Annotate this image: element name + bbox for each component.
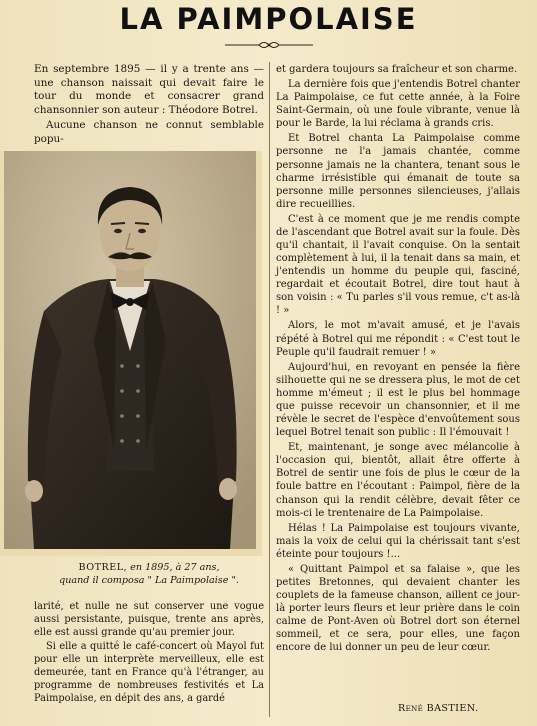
paragraph: Hélas ! La Paimpolaise est toujours vivante, mais la voix de celui qui la chérissait tant s'est éteinte pour toujours !... <box>276 522 520 560</box>
paragraph: Et Botrel chanta La Paimpolaise comme personne ne l'a jamais chantée, comme personne jamais ne la chantera, tenant sous le charme irrésistible qui émanait de toute sa personne mille personnes silencieuses, j'allais dire recueillies. <box>276 133 520 210</box>
paragraph: Si elle a quitté le café-concert où Mayol fut pour elle un interprète merveilleux, elle est demeurée, tant en France qu'à l'étranger, au programme de nombreuses festivités et La Paimpolaise, en dépit des ans, a gardé <box>34 641 264 704</box>
paragraph: La dernière fois que j'entendis Botrel chanter La Paimpolaise, ce fut cette année, à la Foire Saint-Germain, où une foule vibrante, venue là pour le Barde, la lui réclama à grands cris. <box>276 79 520 130</box>
paragraph: C'est à ce moment que je me rendis compte de l'ascendant que Botrel avait sur la foule. Dès qu'il chantait, il l'avait conquise. On la sentait complètement à lui, il la tenait dans sa main, et j'entendis un homme du peuple qui, fasciné, regardait et écoutait Botrel, dire tout haut à son voisin : « Tu parles s'il vous remue, c't as-là ! » <box>276 213 520 317</box>
paragraph: et gardera toujours sa fraîcheur et son charme. <box>276 64 518 75</box>
paragraph: larité, et nulle ne sut conserver une vogue aussi persistante, puisque, trente ans après, elle est aussi grande qu'au premier jour. <box>34 601 264 638</box>
title-ornament <box>223 40 315 50</box>
caption-line-1 <box>34 561 264 574</box>
left-column-bottom <box>34 601 264 706</box>
paragraph: Et, maintenant, je songe avec mélancolie à l'occasion qui, bientôt, allait être offerte à Botrel de sentir une fois de plus le cœur de la foule battre en l'écoutant : Paimpol, fière de la chanson qui la rendit célèbre, devait fêter ce mois-ci le trentenaire de La Paimpolaise. <box>276 442 520 519</box>
paragraph: Alors, le mot m'avait amusé, et je l'avais répété à Botrel qui me répondit : « C'est tout le Peuple qu'il faudrait remuer ! » <box>276 320 520 358</box>
photo-caption <box>34 561 264 587</box>
author-signature: René BASTIEN. <box>398 703 479 714</box>
paragraph: « Quittant Paimpol et sa falaise », que les petites Bretonnes, qui devaient chanter les couplets de la fameuse chanson, aillent ce jour-là porter leurs fleurs et leur prière dans le coin calme de Pont-Aven où Botrel dort son éternel sommeil, et ce sera, pour elles, une façon encore de lui donner un peu de leur cœur. <box>276 563 520 654</box>
paragraph: En septembre 1895 — il y a trente ans — une chanson naissait qui devait faire le tour du monde et consacrer grand chansonnier son auteur : Théodore Botrel. <box>34 63 264 116</box>
left-column-top <box>34 63 264 147</box>
paragraph: Aujourd'hui, en revoyant en pensée la fière silhouette qui ne se dressera plus, le mot de cet homme m'émeut ; il est le plus bel hommage que puisse recevoir un chansonnier, et il me révèle le secret de l'espèce d'envoûtement sous lequel Botrel tenait son public : Il l'émouvait ! <box>276 361 520 439</box>
botrel-portrait-photo <box>4 151 256 549</box>
paragraph: Aucune chanson ne connut semblable popu- <box>34 119 264 145</box>
right-column <box>276 63 520 654</box>
portrait-frame <box>0 151 262 556</box>
article-title: LA PAIMPOLAISE <box>119 2 418 36</box>
caption-date: en 1895, à 27 ans, <box>127 562 220 573</box>
column-divider <box>269 62 270 717</box>
caption-line-2: quand il composa " La Paimpolaise ". <box>59 575 239 586</box>
caption-name: BOTREL, <box>78 562 128 573</box>
